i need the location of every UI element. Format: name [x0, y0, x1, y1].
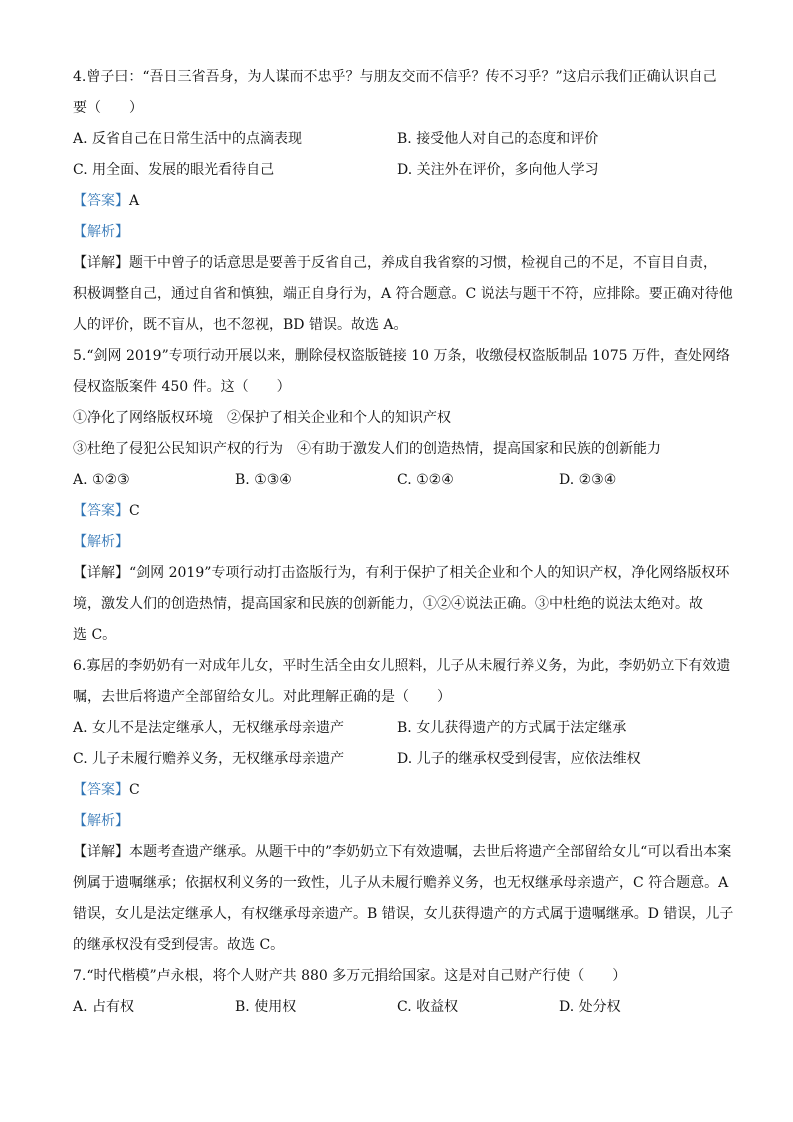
question-stem-line: 侵权盗版案件 450 件。这（ ） [73, 379, 291, 395]
question-5 [73, 341, 733, 651]
option-c: C. 用全面、发展的眼光看待自己 [73, 162, 275, 178]
detail-line: 的继承权没有受到侵害。故选 C。 [73, 937, 285, 953]
question-stem-line: 6.寡居的李奶奶有一对成年儿女，平时生活全由女儿照料，儿子从未履行养义务，为此，李奶奶立下有效遗 [73, 658, 731, 674]
document-content [73, 62, 733, 1023]
answer-line [73, 496, 733, 527]
question-7 [73, 961, 733, 1023]
option-b: B. ①③④ [235, 472, 292, 488]
answer-value: A [129, 193, 140, 209]
option-c: C. 收益权 [397, 999, 459, 1015]
option-a: A. 反省自己在日常生活中的点滴表现 [73, 131, 303, 147]
detail-line: 【详解】“剑网 2019”专项行动打击盗版行为，有利于保护了相关企业和个人的知识产权，净化网络版权环 [73, 565, 730, 581]
option-d: D. 儿子的继承权受到侵害，应依法维权 [397, 751, 641, 767]
answer-line [73, 186, 733, 217]
analysis-label: 【解析】 [73, 813, 129, 829]
question-stem-line: 7.“时代楷模”卢永根，将个人财产共 880 多万元捐给国家。这是对自己财产行使（ ） [73, 968, 627, 984]
question-6 [73, 651, 733, 961]
option-d: D. ②③④ [559, 472, 617, 488]
detail-line: 【详解】题干中曾子的话意思是要善于反省自己，养成自我省察的习惯，检视自己的不足，不盲目自责， [73, 255, 717, 271]
option-b: B. 女儿获得遗产的方式属于法定继承 [397, 720, 627, 736]
question-stem-line: 5.“剑网 2019”专项行动开展以来，删除侵权盗版链接 10 万条，收缴侵权盗版制品 1075 万件，查处网络 [73, 348, 730, 364]
detail-line: 选 C。 [73, 627, 117, 643]
analysis-label: 【解析】 [73, 224, 129, 240]
answer-value: C [129, 503, 140, 519]
answer-line [73, 775, 733, 806]
answer-label: 【答案】 [73, 193, 129, 209]
question-stem-line: 要（ ） [73, 100, 143, 116]
detail-line: 错误，女儿是法定继承人，有权继承母亲遗产。B 错误，女儿获得遗产的方式属于遗嘱继承。D 错误，儿子 [73, 906, 734, 922]
options-row [73, 713, 733, 744]
question-stem-line: ①净化了网络版权环境 ②保护了相关企业和个人的知识产权 [73, 410, 451, 426]
detail-line: 人的评价，既不盲从，也不忽视，BD 错误。故选 A。 [73, 317, 408, 333]
option-d: D. 处分权 [559, 999, 621, 1015]
question-stem-line: 嘱，去世后将遗产全部留给女儿。对此理解正确的是（ ） [73, 689, 451, 705]
option-d: D. 关注外在评价，多向他人学习 [397, 162, 599, 178]
options-row [73, 992, 733, 1023]
options-row [73, 465, 733, 496]
analysis-label: 【解析】 [73, 534, 129, 550]
detail-line: 积极调整自己，通过自省和慎独，端正自身行为，A 符合题意。C 说法与题干不符，应排除。要正确对待他 [73, 286, 733, 302]
detail-line: 【详解】本题考查遗产继承。从题干中的”李奶奶立下有效遗嘱，去世后将遗产全部留给女儿“可以看出本案 [73, 844, 732, 860]
answer-label: 【答案】 [73, 503, 129, 519]
question-stem-line: ③杜绝了侵犯公民知识产权的行为 ④有助于激发人们的创造热情，提高国家和民族的创新能力 [73, 441, 661, 457]
option-c: C. ①②④ [397, 472, 454, 488]
options-row [73, 744, 733, 775]
detail-line: 例属于遗嘱继承；依据权利义务的一致性，儿子从未履行赡养义务，也无权继承母亲遗产，C 符合题意。A [73, 875, 729, 891]
option-a: A. ①②③ [73, 472, 130, 488]
option-c: C. 儿子未履行赡养义务，无权继承母亲遗产 [73, 751, 345, 767]
option-b: B. 接受他人对自己的态度和评价 [397, 131, 599, 147]
question-4 [73, 62, 733, 341]
detail-line: 境，激发人们的创造热情，提高国家和民族的创新能力，①②④说法正确。③中杜绝的说法太绝对。故 [73, 596, 703, 612]
options-row [73, 124, 733, 155]
answer-label: 【答案】 [73, 782, 129, 798]
options-row [73, 155, 733, 186]
option-b: B. 使用权 [235, 999, 297, 1015]
option-a: A. 占有权 [73, 999, 135, 1015]
question-stem-line: 4.曾子曰：“吾日三省吾身，为人谋而不忠乎？与朋友交而不信乎？传不习乎？”这启示我们正确认识自己 [73, 69, 717, 85]
answer-value: C [129, 782, 140, 798]
option-a: A. 女儿不是法定继承人，无权继承母亲遗产 [73, 720, 345, 736]
